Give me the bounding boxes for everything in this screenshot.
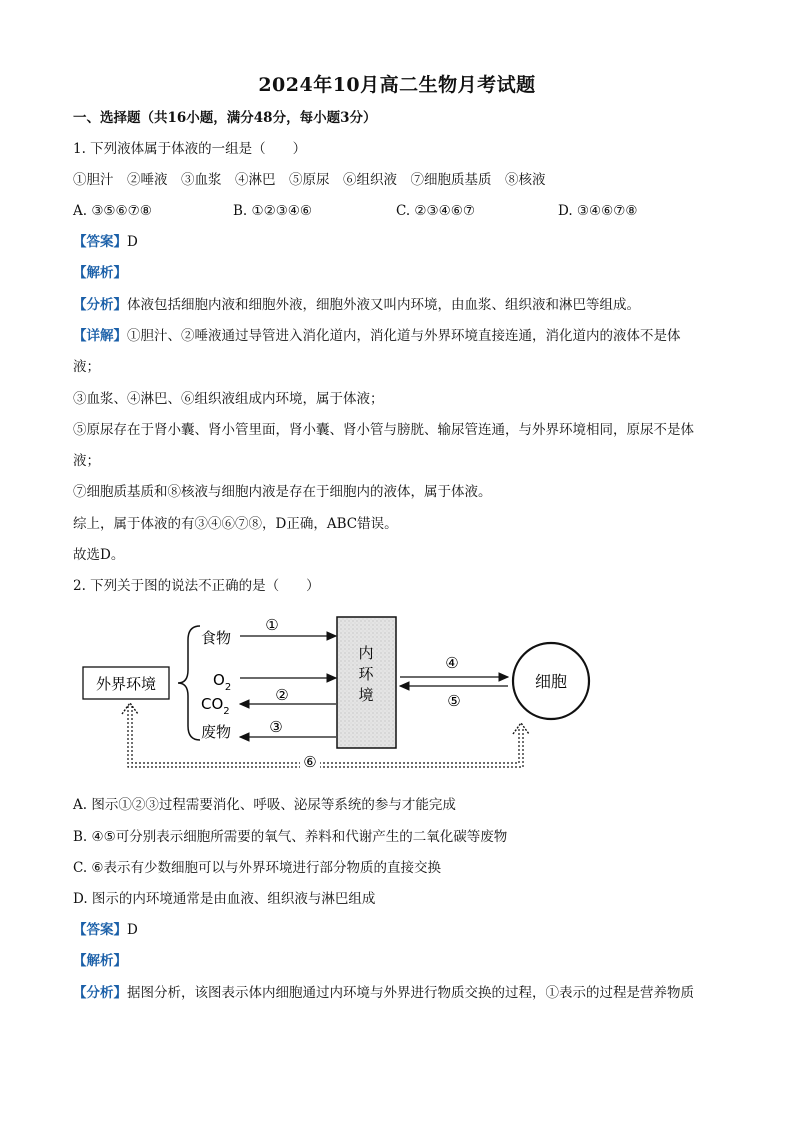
num-4: ④ [445,654,459,672]
food-label: 食物 [201,629,232,647]
q1-option-c: C. ②③④⑥⑦ [396,203,475,219]
q2-option-d: D. 图示的内环境通常是由血液、组织液与淋巴组成 [73,891,376,907]
q1-analysis-heading [73,264,733,282]
q1-option-b: B. ①②③④⑥ [233,203,313,219]
num-5: ⑤ [447,692,461,710]
analysis-tag: 【解析】 [73,953,127,969]
answer-tag: 【答案】 [73,922,127,938]
q2-analysis-heading [73,952,733,970]
num-3: ③ [269,718,283,736]
dotted-arrowhead-right [513,723,529,734]
fenxi-text: 体液包括细胞内液和细胞外液，细胞外液又叫内环境，由血浆、组织液和淋巴等组成。 [127,297,640,313]
num-2: ② [275,686,289,704]
answer-tag: 【答案】 [73,234,127,250]
q2-fenxi [73,984,733,1002]
answer-value: D [127,234,138,250]
q1-detail-4: ⑦细胞质基质和⑧核液与细胞内液是存在于细胞内的液体，属于体液。 [73,484,492,500]
q2-option-c: C. ⑥表示有少数细胞可以与外界环境进行部分物质的直接交换 [73,860,442,876]
num-1: ① [265,616,279,634]
q1-answer [73,233,733,251]
q1-option-a: A. ③⑤⑥⑦⑧ [73,203,152,219]
fenxi-text: 据图分析，该图表示体内细胞通过内环境与外界进行物质交换的过程，①表示的过程是营养物质 [127,985,694,1001]
inner-label-2: 环 [358,665,374,683]
co2-label: $CO_2$ [201,695,230,717]
dotted-arrowhead-left [122,703,138,714]
page-title: 2024年10月高二生物月考试题 [258,74,536,96]
cell-label: 细胞 [534,672,568,691]
inner-label-3: 境 [358,686,374,704]
q1-summary: 综上，属于体液的有③④⑥⑦⑧，D正确，ABC错误。 [73,516,398,532]
detail-text: ①胆汁、②唾液通过导管进入消化道内，消化道与外界环境直接连通，消化道内的液体不是体 [127,328,681,344]
q2-answer [73,921,733,939]
num-6: ⑥ [303,753,317,771]
q1-choose: 故选D。 [73,547,125,563]
q1-detail-1b: 液； [73,359,100,375]
analysis-tag: 【解析】 [73,265,127,281]
q1-detail-1 [73,327,733,345]
answer-value: D [127,922,138,938]
q1-option-d: D. ③④⑥⑦⑧ [558,203,638,219]
outside-label: 外界环境 [95,675,157,693]
o2-label: $O_2$ [213,671,232,693]
q2-option-b: B. ④⑤可分别表示细胞所需要的氧气、养料和代谢产生的二氧化碳等废物 [73,829,508,845]
q1-detail-3b: 液； [73,453,100,469]
exchange-diagram [0,600,794,780]
fenxi-tag: 【分析】 [73,985,127,1001]
inner-label-1: 内 [358,644,374,662]
xiangjie-tag: 【详解】 [73,328,127,344]
q2-stem: 2. 下列关于图的说法不正确的是（ ） [73,578,320,594]
fenxi-tag: 【分析】 [73,297,127,313]
waste-label: 废物 [201,723,232,741]
q2-option-a: A. 图示①②③过程需要消化、呼吸、泌尿等系统的参与才能完成 [73,797,456,813]
q1-items: ①胆汁 ②唾液 ③血浆 ④淋巴 ⑤原尿 ⑥组织液 ⑦细胞质基质 ⑧核液 [73,172,546,188]
q1-stem: 1. 下列液体属于体液的一组是（ ） [73,141,307,157]
brace [178,626,200,740]
section-heading: 一、选择题（共16小题，满分48分，每小题3分） [73,110,377,126]
q1-fenxi [73,296,733,314]
q1-detail-2: ③血浆、④淋巴、⑥组织液组成内环境，属于体液； [73,391,384,407]
q1-detail-3: ⑤原尿存在于肾小囊、肾小管里面，肾小囊、肾小管与膀胱、输尿管连通，与外界环境相同，原尿不是体 [73,422,694,438]
